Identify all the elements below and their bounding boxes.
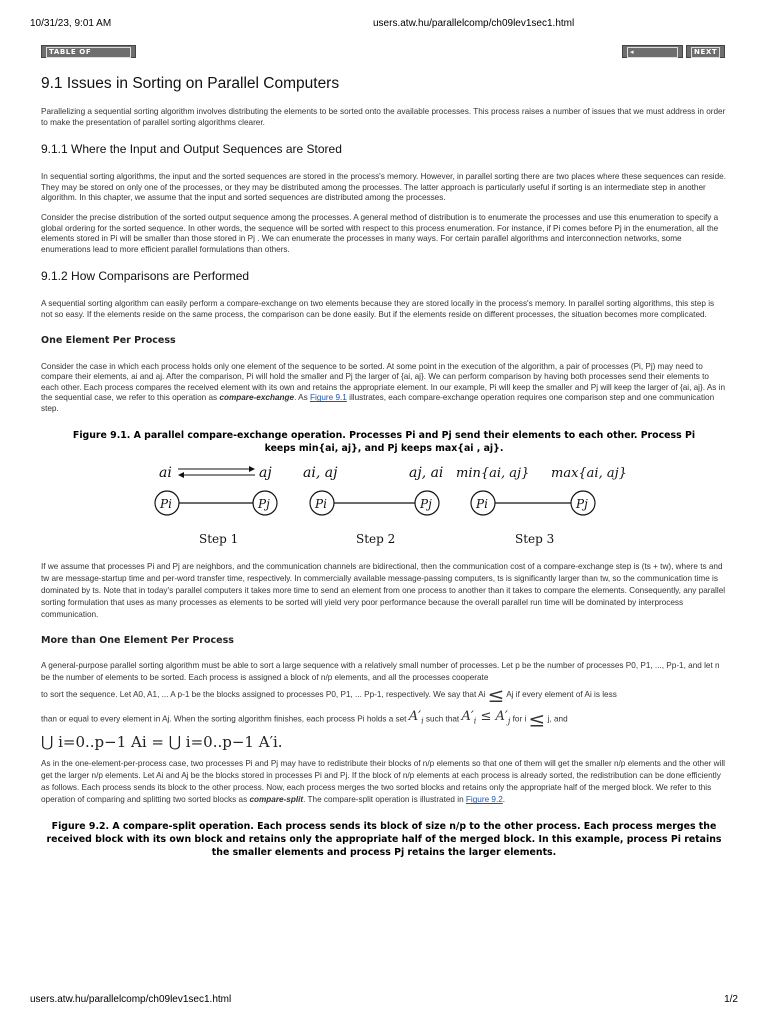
fig-step3-node-j-label: Pj bbox=[576, 496, 588, 511]
next-label: NEXT ▸ bbox=[691, 47, 720, 58]
fig-step1-node-i-label: Pi bbox=[160, 496, 172, 511]
compare-exchange-term: compare-exchange bbox=[219, 393, 295, 403]
union-equation bbox=[41, 732, 727, 752]
fig-step2-label: Step 2 bbox=[356, 531, 396, 546]
p2-text-c: . bbox=[502, 795, 506, 805]
s912-paragraph-1: A sequential sorting algorithm can easily perform a compare-exchange on two elements because they are stored locally in the process's memory. In parallel sorting algorithms, this step is not so easy. If the elements reside on the same process, the comparison can be done easily. But if the elements reside on different processes, the situation becomes more complicated. bbox=[41, 299, 715, 319]
toc-label: TABLE OF CONTENTS bbox=[46, 47, 131, 58]
fig-step2-node-j-label: Pj bbox=[420, 496, 432, 511]
compare-split-term: compare-split bbox=[249, 795, 304, 805]
one-element-text-c: illustrates, each compare-exchange operation requires one comparison step and one communication step. bbox=[41, 393, 715, 413]
set-a-prime-i: $A'_i$ bbox=[408, 708, 424, 726]
figure-9-2-link[interactable]: Figure 9.2 bbox=[465, 795, 503, 805]
figure-9-2-caption: Figure 9.2. A compare-split operation. Each process sends its block of size n/p to the other process. Each process merges the received block with its own block and retains only the appropriate half of the merged block. In this example, process Pi retains the smaller elements and process Pj retains the larger elements. bbox=[46, 821, 722, 859]
next-button[interactable] bbox=[686, 45, 725, 65]
previous-button[interactable] bbox=[622, 45, 683, 65]
intro-paragraph: Parallelizing a sequential sorting algorithm involves distributing the elements to be sorted onto the available processes. This process raises a number of issues that we must address in order to make the presentation of parallel sorting algorithms clearer. bbox=[41, 107, 726, 127]
fig-step1-arrowhead-left bbox=[178, 472, 184, 478]
fig-step1-node-j-label: Pj bbox=[258, 496, 270, 511]
fig-step3-label: Step 3 bbox=[515, 531, 555, 546]
more-elements-paragraph-2 bbox=[41, 758, 727, 806]
fig-step1-top-right: aj bbox=[259, 464, 272, 481]
one-element-text-a: Consider the case in which each process holds only one element of the sequence to be sorted. At some point in the execution of the algorithm, a pair of processes (Pi, Pj) may need to compare their elements, ai and aj. After the comparison, Pi will hold the smaller and Pj the larger of {ai, aj}. We can perform comparison by having both processes send their elements to each other. Each process compares the received element with its own and retains the appropriate element. In our example, Pi will keep the smaller and Pj will keep the larger of {ai, aj}. As in the sequential case, we refer to this operation as bbox=[41, 361, 726, 403]
section-heading-911: 9.1.1 Where the Input and Output Sequences are Stored bbox=[41, 142, 342, 157]
inequality-expression: $A'_i \le A'_j$ bbox=[461, 708, 511, 726]
fig-step1-top-left: ai bbox=[159, 464, 172, 481]
fig-step2-top-left: ai, aj bbox=[303, 464, 338, 481]
leq-symbol: ≤ bbox=[487, 682, 505, 707]
line3-text-d: j, and bbox=[547, 714, 568, 724]
s911-paragraph-2: Consider the precise distribution of the sorted output sequence among the processes. A general method of distribution is to enumerate the processes and use this enumeration to specify a global ordering for the sorted sequence. In other words, the sequence will be sorted with respect to this process enumeration. For instance, if Pi comes before Pj in the enumeration, all the elements stored in Pi will be smaller than those stored in Pj . We can enumerate the processes in many ways. For certain parallel algorithms and interconnection networks, some enumerations lead to more efficient parallel formulations than others. bbox=[41, 212, 719, 254]
line2-text-a: to sort the sequence. Let A0, A1, ... A p-1 be the blocks assigned to processes P0, P1, ... Pp-1, respectively. We say that Ai bbox=[41, 689, 486, 699]
one-element-text-b: . As bbox=[294, 393, 310, 403]
fig-step3-node-i-label: Pi bbox=[476, 496, 488, 511]
figure-9-1-diagram bbox=[81, 463, 681, 553]
page-number: 1/2 bbox=[724, 994, 738, 1005]
fig-step1-arrowhead-right bbox=[249, 466, 255, 472]
figure-9-1-link[interactable]: Figure 9.1 bbox=[310, 393, 347, 403]
line3-text-a: than or equal to every element in Aj. When the sorting algorithm finishes, each process Pi holds a set bbox=[41, 714, 407, 724]
fig-step2-node-i-label: Pi bbox=[315, 496, 327, 511]
section-heading-912: 9.1.2 How Comparisons are Performed bbox=[41, 269, 250, 284]
print-date: 10/31/23, 9:01 AM bbox=[30, 18, 112, 29]
p2-text-b: . The compare-split operation is illustrated in bbox=[303, 795, 466, 805]
footer-url: users.atw.hu/parallelcomp/ch09lev1sec1.html bbox=[30, 994, 232, 1005]
more-elements-line-3 bbox=[41, 706, 727, 733]
leq-symbol-2: ≤ bbox=[528, 706, 546, 731]
subheading-one-element: One Element Per Process bbox=[41, 334, 176, 346]
more-elements-line-2 bbox=[41, 684, 727, 706]
fig-step3-top-right: max{ai, aj} bbox=[551, 465, 627, 481]
one-element-paragraph-1 bbox=[41, 362, 727, 415]
print-footer bbox=[30, 994, 738, 1005]
page-title: 9.1 Issues in Sorting on Parallel Computers bbox=[41, 75, 340, 92]
print-url: users.atw.hu/parallelcomp/ch09lev1sec1.html bbox=[373, 18, 575, 29]
more-elements-paragraph-1: A general-purpose parallel sorting algorithm must be able to sort a large sequence with a relatively small number of processes. Let p be the number of processes P0, P1, ..., Pp-1, and let n be the number of elements to be sorted. Each process is assigned a block of n/p elements, and all the processes cooperate bbox=[41, 660, 720, 682]
article bbox=[41, 72, 727, 867]
figure-9-1-caption: Figure 9.1. A parallel compare-exchange operation. Processes Pi and Pj send their elements to each other. Process Pi keeps min{ai, aj}, and Pj keeps max{ai , aj}. bbox=[72, 429, 696, 454]
previous-label: ◂ PREVIOUS bbox=[627, 47, 678, 58]
one-element-paragraph-2: If we assume that processes Pi and Pj are neighbors, and the communication channels are bidirectional, then the communication cost of a compare-exchange step is (ts + tw), where ts and tw are message-startup time and per-word transfer time, respectively. In commercially available message-passing computers, ts is significantly larger than tw, so the communication time is dominated by ts. Note that in today's parallel computers it takes more time to send an element from one process to another than it takes to compare the elements. Consequently, any parallel sorting formulation that uses as many processes as elements to be sorted will yield very poor performance because the overall parallel run time will be dominated by interprocess communication. bbox=[41, 561, 726, 619]
p2-text-a: As in the one-element-per-process case, two processes Pi and Pj may have to redistribute their blocks of n/p elements so that one of them will get the smaller n/p elements and the other will get the larger n/p elements. Let Ai and Aj be the blocks stored in processes Pi and Pj. If the block of n/p elements at each process is already sorted, the redistribution can be done efficiently as follows. Each process sends its block to the other process. Now, each process merges the two sorted blocks and retains only the appropriate half of the merged block. We refer to this operation of comparing and splitting two sorted blocks as bbox=[41, 759, 726, 805]
union-expression: ⋃ i=0..p−1 Ai = ⋃ i=0..p−1 A′i. bbox=[41, 733, 283, 752]
line3-text-b: such that bbox=[425, 714, 460, 724]
subheading-more-elements: More than One Element Per Process bbox=[41, 634, 234, 646]
line2-text-b: Aj if every element of Ai is less bbox=[506, 689, 617, 699]
s911-paragraph-1: In sequential sorting algorithms, the input and the sorted sequences are stored in the process's memory. However, in parallel sorting there are two places where these sequences can reside. They may be stored on only one of the processes, or they may be distributed among the processes. The latter approach is particularly useful if sorting is an intermediate step in another algorithm. In this chapter, we assume that the input and sorted sequences are distributed among the processes. bbox=[41, 172, 726, 203]
fig-step3-top-left: min{ai, aj} bbox=[456, 465, 530, 481]
fig-step2-top-right: aj, ai bbox=[409, 464, 444, 481]
line3-text-c: for i bbox=[512, 714, 527, 724]
fig-step1-label: Step 1 bbox=[199, 531, 239, 546]
print-header bbox=[30, 18, 738, 32]
table-of-contents-button[interactable] bbox=[41, 45, 136, 65]
